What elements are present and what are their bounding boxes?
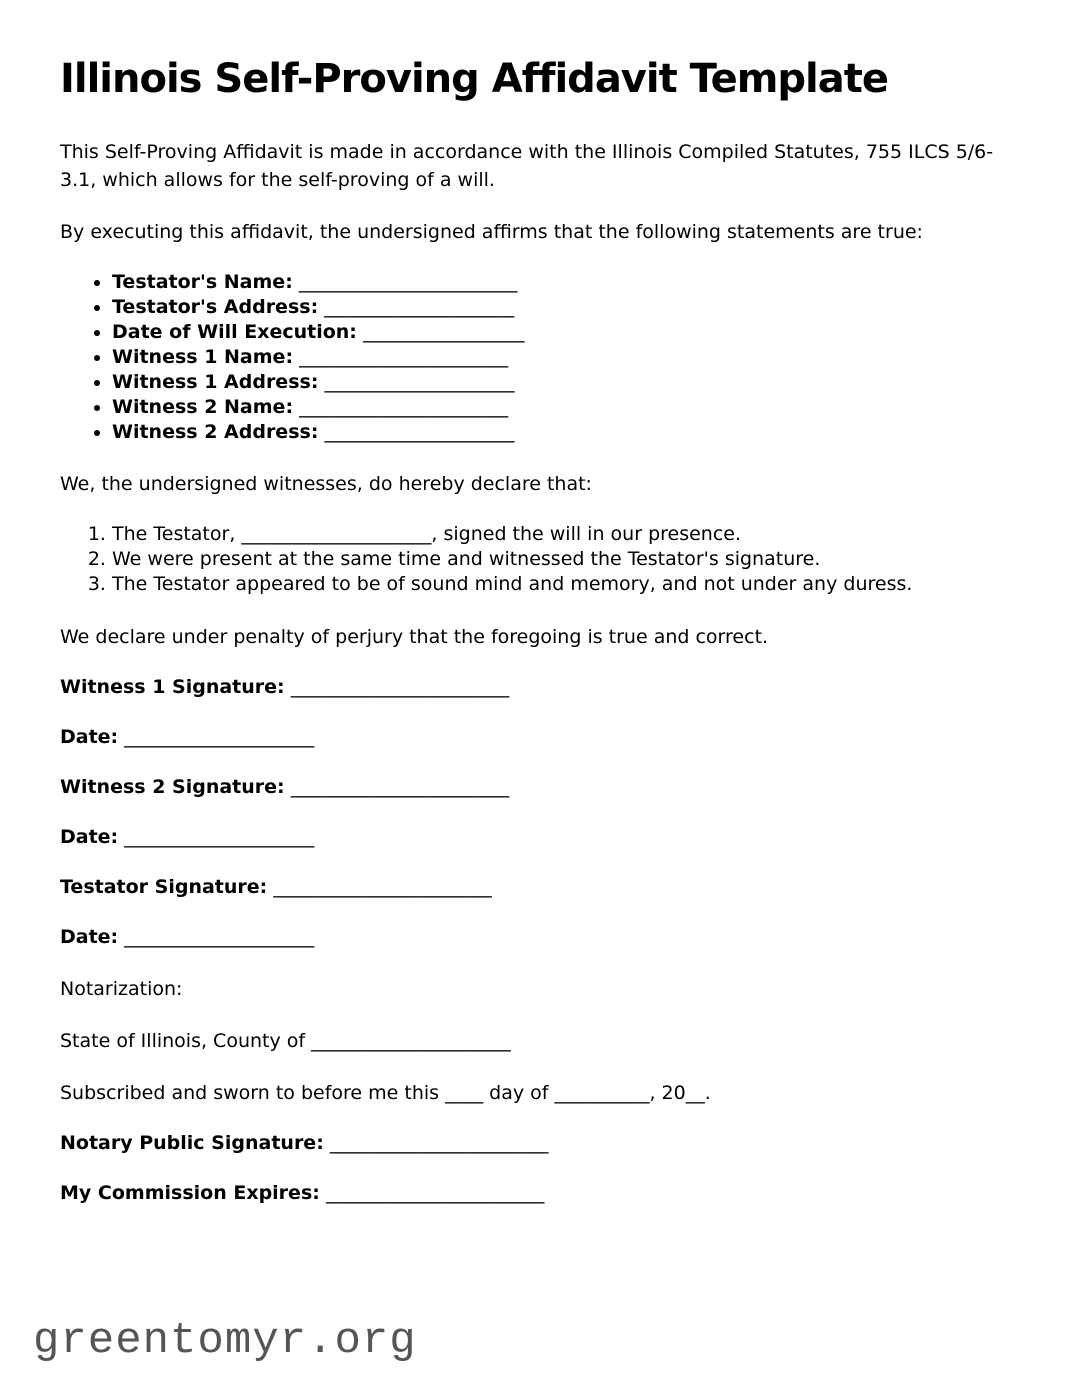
notary-signature-line xyxy=(60,1131,1039,1155)
testator-signature-line xyxy=(60,875,1039,899)
witness-declaration-intro: We, the undersigned witnesses, do hereby declare that: xyxy=(60,473,592,495)
field-witness2-name xyxy=(112,395,1039,420)
field-label: Witness 2 Name: xyxy=(112,396,294,418)
site-watermark: greentomyr.org xyxy=(33,1316,417,1366)
field-label: Testator's Name: xyxy=(112,271,293,293)
field-testator-name xyxy=(112,270,1039,295)
field-testator-address xyxy=(112,295,1039,320)
field-will-execution-date xyxy=(112,320,1039,345)
commission-expires-label: My Commission Expires: xyxy=(60,1182,320,1204)
field-witness1-address xyxy=(112,370,1039,395)
witness1-signature-label: Witness 1 Signature: xyxy=(60,676,285,698)
witness2-date-label: Date: xyxy=(60,826,119,848)
fields-list xyxy=(60,270,1039,445)
notary-signature-blank: _______________________ xyxy=(329,1132,549,1154)
witness1-date-label: Date: xyxy=(60,726,119,748)
witness2-signature-label: Witness 2 Signature: xyxy=(60,776,285,798)
witness1-signature-line xyxy=(60,675,1039,699)
witness2-signature-line xyxy=(60,775,1039,799)
testator-date-label: Date: xyxy=(60,926,119,948)
witness1-date-line xyxy=(60,725,1039,749)
county-line: State of Illinois, County of _____________________ xyxy=(60,1030,511,1052)
testator-signature-blank: _______________________ xyxy=(273,876,492,898)
field-blank: ____________________ xyxy=(324,371,515,393)
witness1-date-blank: ____________________ xyxy=(124,726,315,748)
field-label: Witness 1 Name: xyxy=(112,346,294,368)
field-witness2-address xyxy=(112,420,1039,445)
witness1-signature-blank: _______________________ xyxy=(290,676,510,698)
field-blank: ______________________ xyxy=(299,346,509,368)
notary-signature-label: Notary Public Signature: xyxy=(60,1132,324,1154)
declaration-item-1: 1. The Testator, ____________________, signed the will in our presence. xyxy=(112,522,1039,547)
field-blank: ____________________ xyxy=(324,421,515,443)
declaration-item-3: 3. The Testator appeared to be of sound mind and memory, and not under any duress. xyxy=(112,572,1039,597)
field-blank: _________________ xyxy=(362,321,525,343)
affirmation-paragraph: By executing this affidavit, the undersigned affirms that the following statements are true: xyxy=(60,221,923,243)
field-witness1-name xyxy=(112,345,1039,370)
witness2-date-blank: ____________________ xyxy=(124,826,315,848)
commission-expires-line xyxy=(60,1181,1039,1205)
notarization-heading: Notarization: xyxy=(60,978,183,1000)
declarations-list xyxy=(60,522,1039,597)
witness2-date-line xyxy=(60,825,1039,849)
perjury-statement: We declare under penalty of perjury that the foregoing is true and correct. xyxy=(60,626,769,648)
field-label: Witness 2 Address: xyxy=(112,421,319,443)
declaration-item-2: 2. We were present at the same time and witnessed the Testator's signature. xyxy=(112,547,1039,572)
field-blank: ____________________ xyxy=(324,296,515,318)
sworn-line: Subscribed and sworn to before me this ____ day of __________, 20__. xyxy=(60,1082,711,1104)
witness2-signature-blank: _______________________ xyxy=(290,776,510,798)
field-blank: _______________________ xyxy=(298,271,518,293)
field-label: Witness 1 Address: xyxy=(112,371,319,393)
testator-signature-label: Testator Signature: xyxy=(60,876,268,898)
testator-date-blank: ____________________ xyxy=(124,926,315,948)
commission-expires-blank: _______________________ xyxy=(325,1182,545,1204)
field-label: Testator's Address: xyxy=(112,296,319,318)
page-title: Illinois Self-Proving Affidavit Template xyxy=(60,56,889,102)
field-label: Date of Will Execution: xyxy=(112,321,357,343)
testator-date-line xyxy=(60,925,1039,949)
intro-paragraph: This Self-Proving Affidavit is made in accordance with the Illinois Compiled Statutes, 755 ILCS 5/6-3.1, which allows for the self-proving of a will. xyxy=(60,141,994,191)
field-blank: ______________________ xyxy=(299,396,509,418)
